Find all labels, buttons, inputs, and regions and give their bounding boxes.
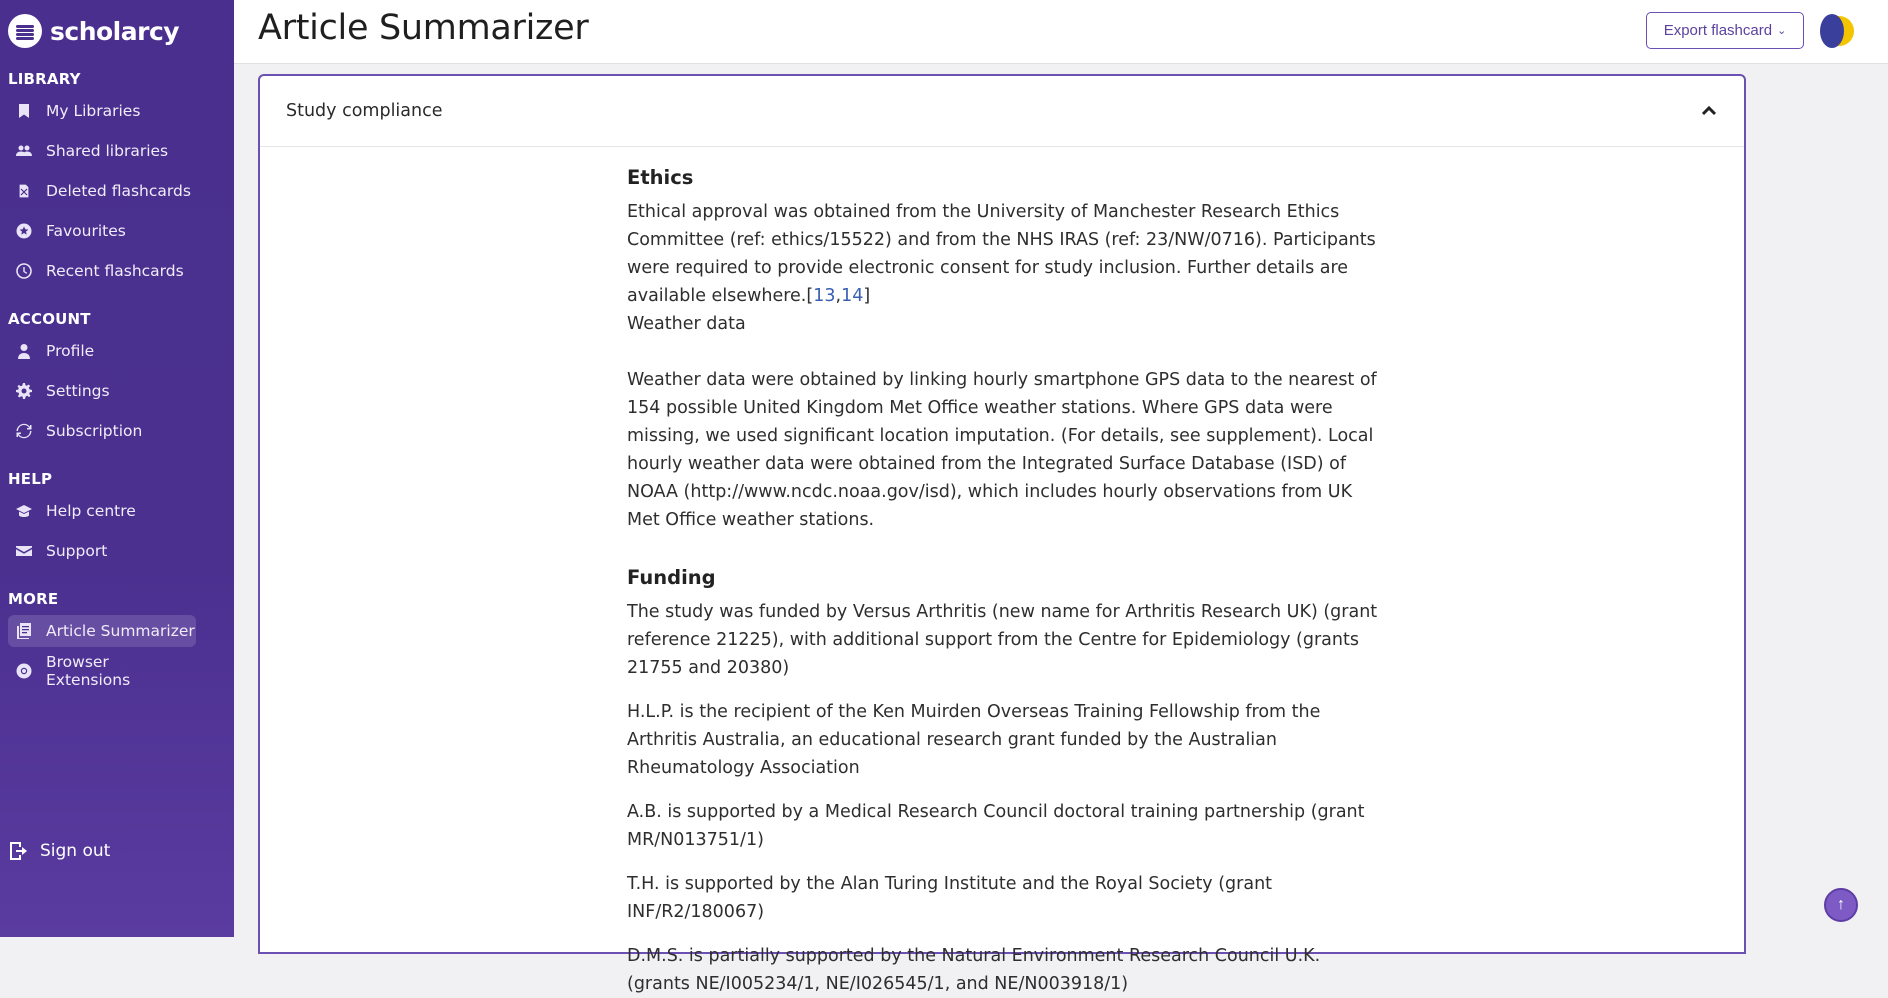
section-title-library: LIBRARY bbox=[8, 70, 81, 88]
clock-icon bbox=[16, 263, 32, 279]
scholarcy-logo-icon bbox=[8, 14, 42, 48]
arrow-up-icon: ↑ bbox=[1837, 896, 1845, 913]
citation-link-13[interactable]: 13 bbox=[813, 286, 836, 306]
export-flashcard-label: Export flashcard bbox=[1663, 22, 1773, 39]
sign-out-label: Sign out bbox=[40, 841, 111, 861]
sidebar-item-label: Favourites bbox=[46, 222, 126, 240]
summary-content bbox=[627, 166, 1387, 998]
chevron-up-icon[interactable] bbox=[1700, 102, 1718, 120]
sidebar bbox=[0, 0, 234, 937]
accordion-header[interactable] bbox=[260, 76, 1744, 147]
sidebar-item-label: Recent flashcards bbox=[46, 262, 184, 280]
sidebar-item-profile[interactable] bbox=[8, 335, 196, 367]
document-list-icon bbox=[16, 623, 32, 639]
bookmark-icon bbox=[16, 103, 32, 119]
scholarcy-logo[interactable] bbox=[8, 14, 179, 48]
weather-paragraph: Weather data were obtained by linking hourly smartphone GPS data to the nearest of 154 possible United Kingdom Met Office weather stations. Where GPS data were missing, we used significant location imputation. (For details, see supplement). Local hourly weather data were obtained from the Integrated Surface Database (ISD) of NOAA (http://www.ncdc.noaa.gov/isd), which includes hourly observations from UK Met Office weather stations. bbox=[627, 370, 1377, 530]
chevron-down-icon: ⌄ bbox=[1777, 25, 1787, 37]
sign-out-button[interactable] bbox=[8, 840, 110, 862]
sidebar-item-label: Shared libraries bbox=[46, 142, 169, 160]
ethics-text: Ethical approval was obtained from the University of Manchester Research Ethics Committee (ref: ethics/15522) and from the NHS IRAS (ref: 23/NW/0716). Participants were required to provide electronic consent for study inclusion. Further details are available elsewhere. bbox=[627, 202, 1376, 306]
sidebar-item-browser-extensions[interactable] bbox=[8, 655, 196, 687]
sidebar-item-label: Deleted flashcards bbox=[46, 182, 191, 200]
study-compliance-panel bbox=[258, 74, 1746, 994]
citation-link-14[interactable]: 14 bbox=[841, 286, 864, 306]
sidebar-item-label: Browser Extensions bbox=[46, 653, 131, 689]
sidebar-item-label: Article Summarizer bbox=[46, 622, 195, 640]
ethics-heading: Ethics bbox=[627, 166, 694, 189]
trash-doc-icon bbox=[16, 183, 32, 199]
user-icon bbox=[16, 343, 32, 359]
star-icon bbox=[16, 223, 32, 239]
gear-icon bbox=[16, 383, 32, 399]
sidebar-item-shared-libraries[interactable] bbox=[8, 135, 196, 167]
section-title-account: ACCOUNT bbox=[8, 310, 91, 328]
sidebar-item-my-libraries[interactable] bbox=[8, 95, 196, 127]
funding-paragraph: The study was funded by Versus Arthritis (new name for Arthritis Research UK) (grant reference 21225), with additional support from the Centre for Epidemiology (grants 21755 and 20380) bbox=[627, 602, 1378, 678]
sidebar-item-label: My Libraries bbox=[46, 102, 141, 120]
sidebar-item-label: Help centre bbox=[46, 502, 136, 520]
sidebar-item-article-summarizer[interactable] bbox=[8, 615, 196, 647]
sidebar-item-favourites[interactable] bbox=[8, 215, 196, 247]
sidebar-item-label: Profile bbox=[46, 342, 95, 360]
scroll-to-top-button[interactable] bbox=[1824, 888, 1858, 922]
sidebar-item-label: Support bbox=[46, 542, 108, 560]
accordion-title: Study compliance bbox=[286, 101, 443, 121]
brand-name: scholarcy bbox=[50, 16, 180, 46]
sidebar-item-subscription[interactable] bbox=[8, 415, 196, 447]
mail-icon bbox=[16, 543, 32, 559]
top-header bbox=[234, 0, 1888, 64]
section-title-more: MORE bbox=[8, 590, 59, 608]
export-flashcard-button[interactable] bbox=[1646, 12, 1804, 49]
funding-paragraph: T.H. is supported by the Alan Turing Institute and the Royal Society (grant INF/R2/180067) bbox=[627, 874, 1273, 922]
sidebar-item-recent-flashcards[interactable] bbox=[8, 255, 196, 287]
sidebar-item-settings[interactable] bbox=[8, 375, 196, 407]
funding-paragraph: A.B. is supported by a Medical Research Council doctoral training partnership (grant MR/N013751/1) bbox=[627, 802, 1365, 850]
funding-paragraph: H.L.P. is the recipient of the Ken Muirden Overseas Training Fellowship from the Arthritis Australia, an educational research grant funded by the Australian Rheumatology Association bbox=[627, 702, 1321, 778]
citation-close: ] bbox=[863, 286, 871, 306]
refresh-icon bbox=[16, 423, 32, 439]
funding-heading: Funding bbox=[627, 566, 716, 589]
theme-toggle-icon[interactable] bbox=[1824, 16, 1854, 46]
sidebar-item-deleted-flashcards[interactable] bbox=[8, 175, 196, 207]
graduation-cap-icon bbox=[16, 503, 32, 519]
citation-separator: , bbox=[835, 286, 842, 306]
citation-open: [ bbox=[806, 286, 814, 306]
sidebar-item-support[interactable] bbox=[8, 535, 196, 567]
sidebar-item-label: Subscription bbox=[46, 422, 143, 440]
funding-paragraph: D.M.S. is partially supported by the Natural Environment Research Council U.K. (grants NE/I005234/1, NE/I026545/1, and NE/N003918/1) bbox=[627, 946, 1321, 994]
ethics-paragraph bbox=[627, 198, 1387, 338]
sidebar-item-help-centre[interactable] bbox=[8, 495, 196, 527]
sign-out-icon bbox=[8, 840, 30, 862]
chrome-icon bbox=[16, 663, 32, 679]
page-title: Article Summarizer bbox=[258, 8, 589, 48]
users-icon bbox=[16, 143, 32, 159]
weather-subheading: Weather data bbox=[627, 314, 746, 334]
section-title-help: HELP bbox=[8, 470, 53, 488]
sidebar-item-label: Settings bbox=[46, 382, 110, 400]
